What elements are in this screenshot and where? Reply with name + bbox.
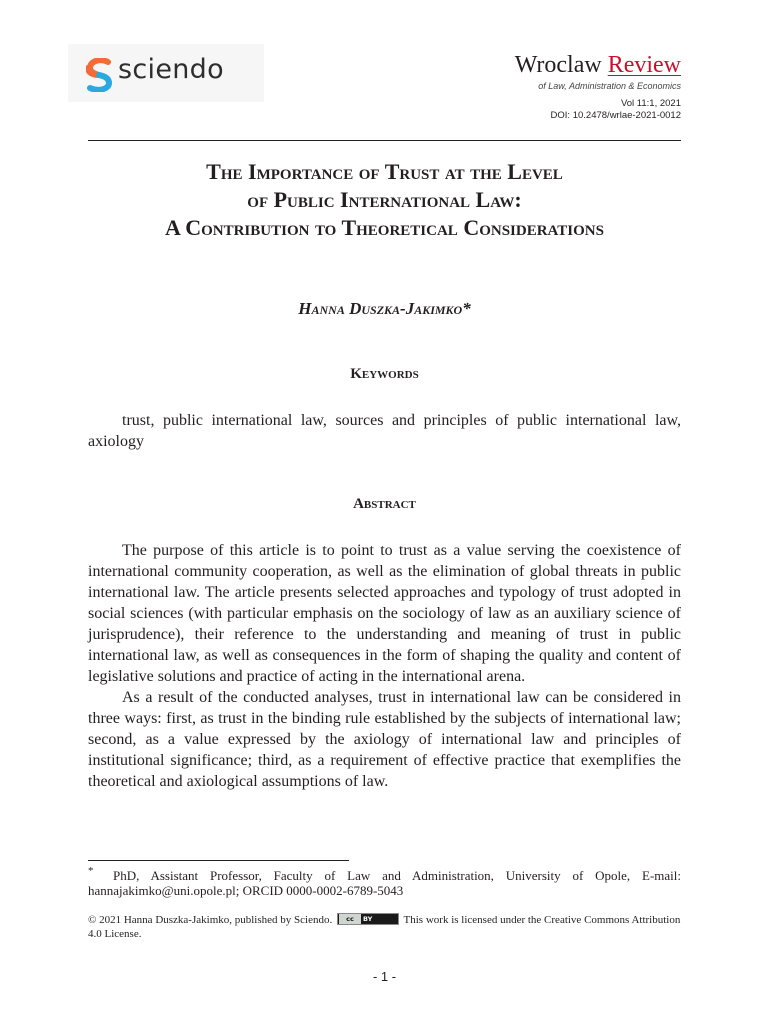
journal-title xyxy=(515,52,681,79)
abstract-heading: Abstract xyxy=(353,496,416,512)
footnote-divider xyxy=(88,860,349,861)
keywords-heading: Keywords xyxy=(350,366,419,382)
journal-doi: DOI: 10.2478/wrlae-2021-0012 xyxy=(550,110,681,121)
cc-by-license-badge[interactable] xyxy=(337,913,399,925)
header-divider xyxy=(88,140,681,141)
article-title-line: A Contribution to Theoretical Considerations xyxy=(165,215,604,240)
article-title xyxy=(88,158,681,242)
sciendo-s-icon xyxy=(86,58,112,92)
license-text: This work is licensed under the Creative Commons Attribution 4.0 License. xyxy=(88,914,681,940)
footnote-text: PhD, Assistant Professor, Faculty of Law and Administration, University of Opole, E-mail: hannajakimko@uni.opole.pl; ORCID 0000-0002-6789-5043 xyxy=(88,868,681,898)
keywords-text: trust, public international law, sources and principles of public international law, axiology xyxy=(88,412,681,450)
by-icon: BY xyxy=(362,915,373,923)
article-title-line: of Public International Law: xyxy=(247,187,522,212)
keywords-section xyxy=(88,410,681,452)
footnote-mark: * xyxy=(88,865,94,877)
abstract-paragraph: As a result of the conducted analyses, trust in international law can be considered in three ways: first, as trust in the binding rule established by the subjects of international law; second, as a value expressed by the axiology of international law and principles of institutional significance; third, as a requirement of effective practice that exemplifies the theoretical and axiological assumptions of law. xyxy=(88,689,681,790)
abstract-section xyxy=(88,540,681,792)
journal-volume: Vol 11:1, 2021 xyxy=(620,98,681,109)
journal-title-accent: Review xyxy=(607,52,681,78)
license-notice xyxy=(88,913,681,941)
article-title-line: The Importance of Trust at the Level xyxy=(206,159,563,184)
copyright-text: © 2021 Hanna Duszka-Jakimko, published by Sciendo. xyxy=(88,914,333,926)
cc-icon: cc xyxy=(339,914,361,924)
publisher-name: sciendo xyxy=(118,54,224,85)
journal-subtitle: of Law, Administration & Economics xyxy=(538,81,681,91)
article-author: Hanna Duszka-Jakimko* xyxy=(298,299,471,318)
journal-title-main: Wroclaw xyxy=(514,52,602,78)
abstract-paragraph: The purpose of this article is to point to trust as a value serving the coexistence of international community cooperation, as well as the elimination of global threats in public international law. The article presents selected approaches and typology of trust adopted in social sciences (with particular emphasis on the sociology of law as an auxiliary science of jurisprudence), their reference to the understanding and meaning of trust in public international law, as well as consequences in the form of shaping the quality and content of legislative solutions and practice of acting in the international arena. xyxy=(88,542,681,685)
page-number: - 1 - xyxy=(372,969,397,984)
